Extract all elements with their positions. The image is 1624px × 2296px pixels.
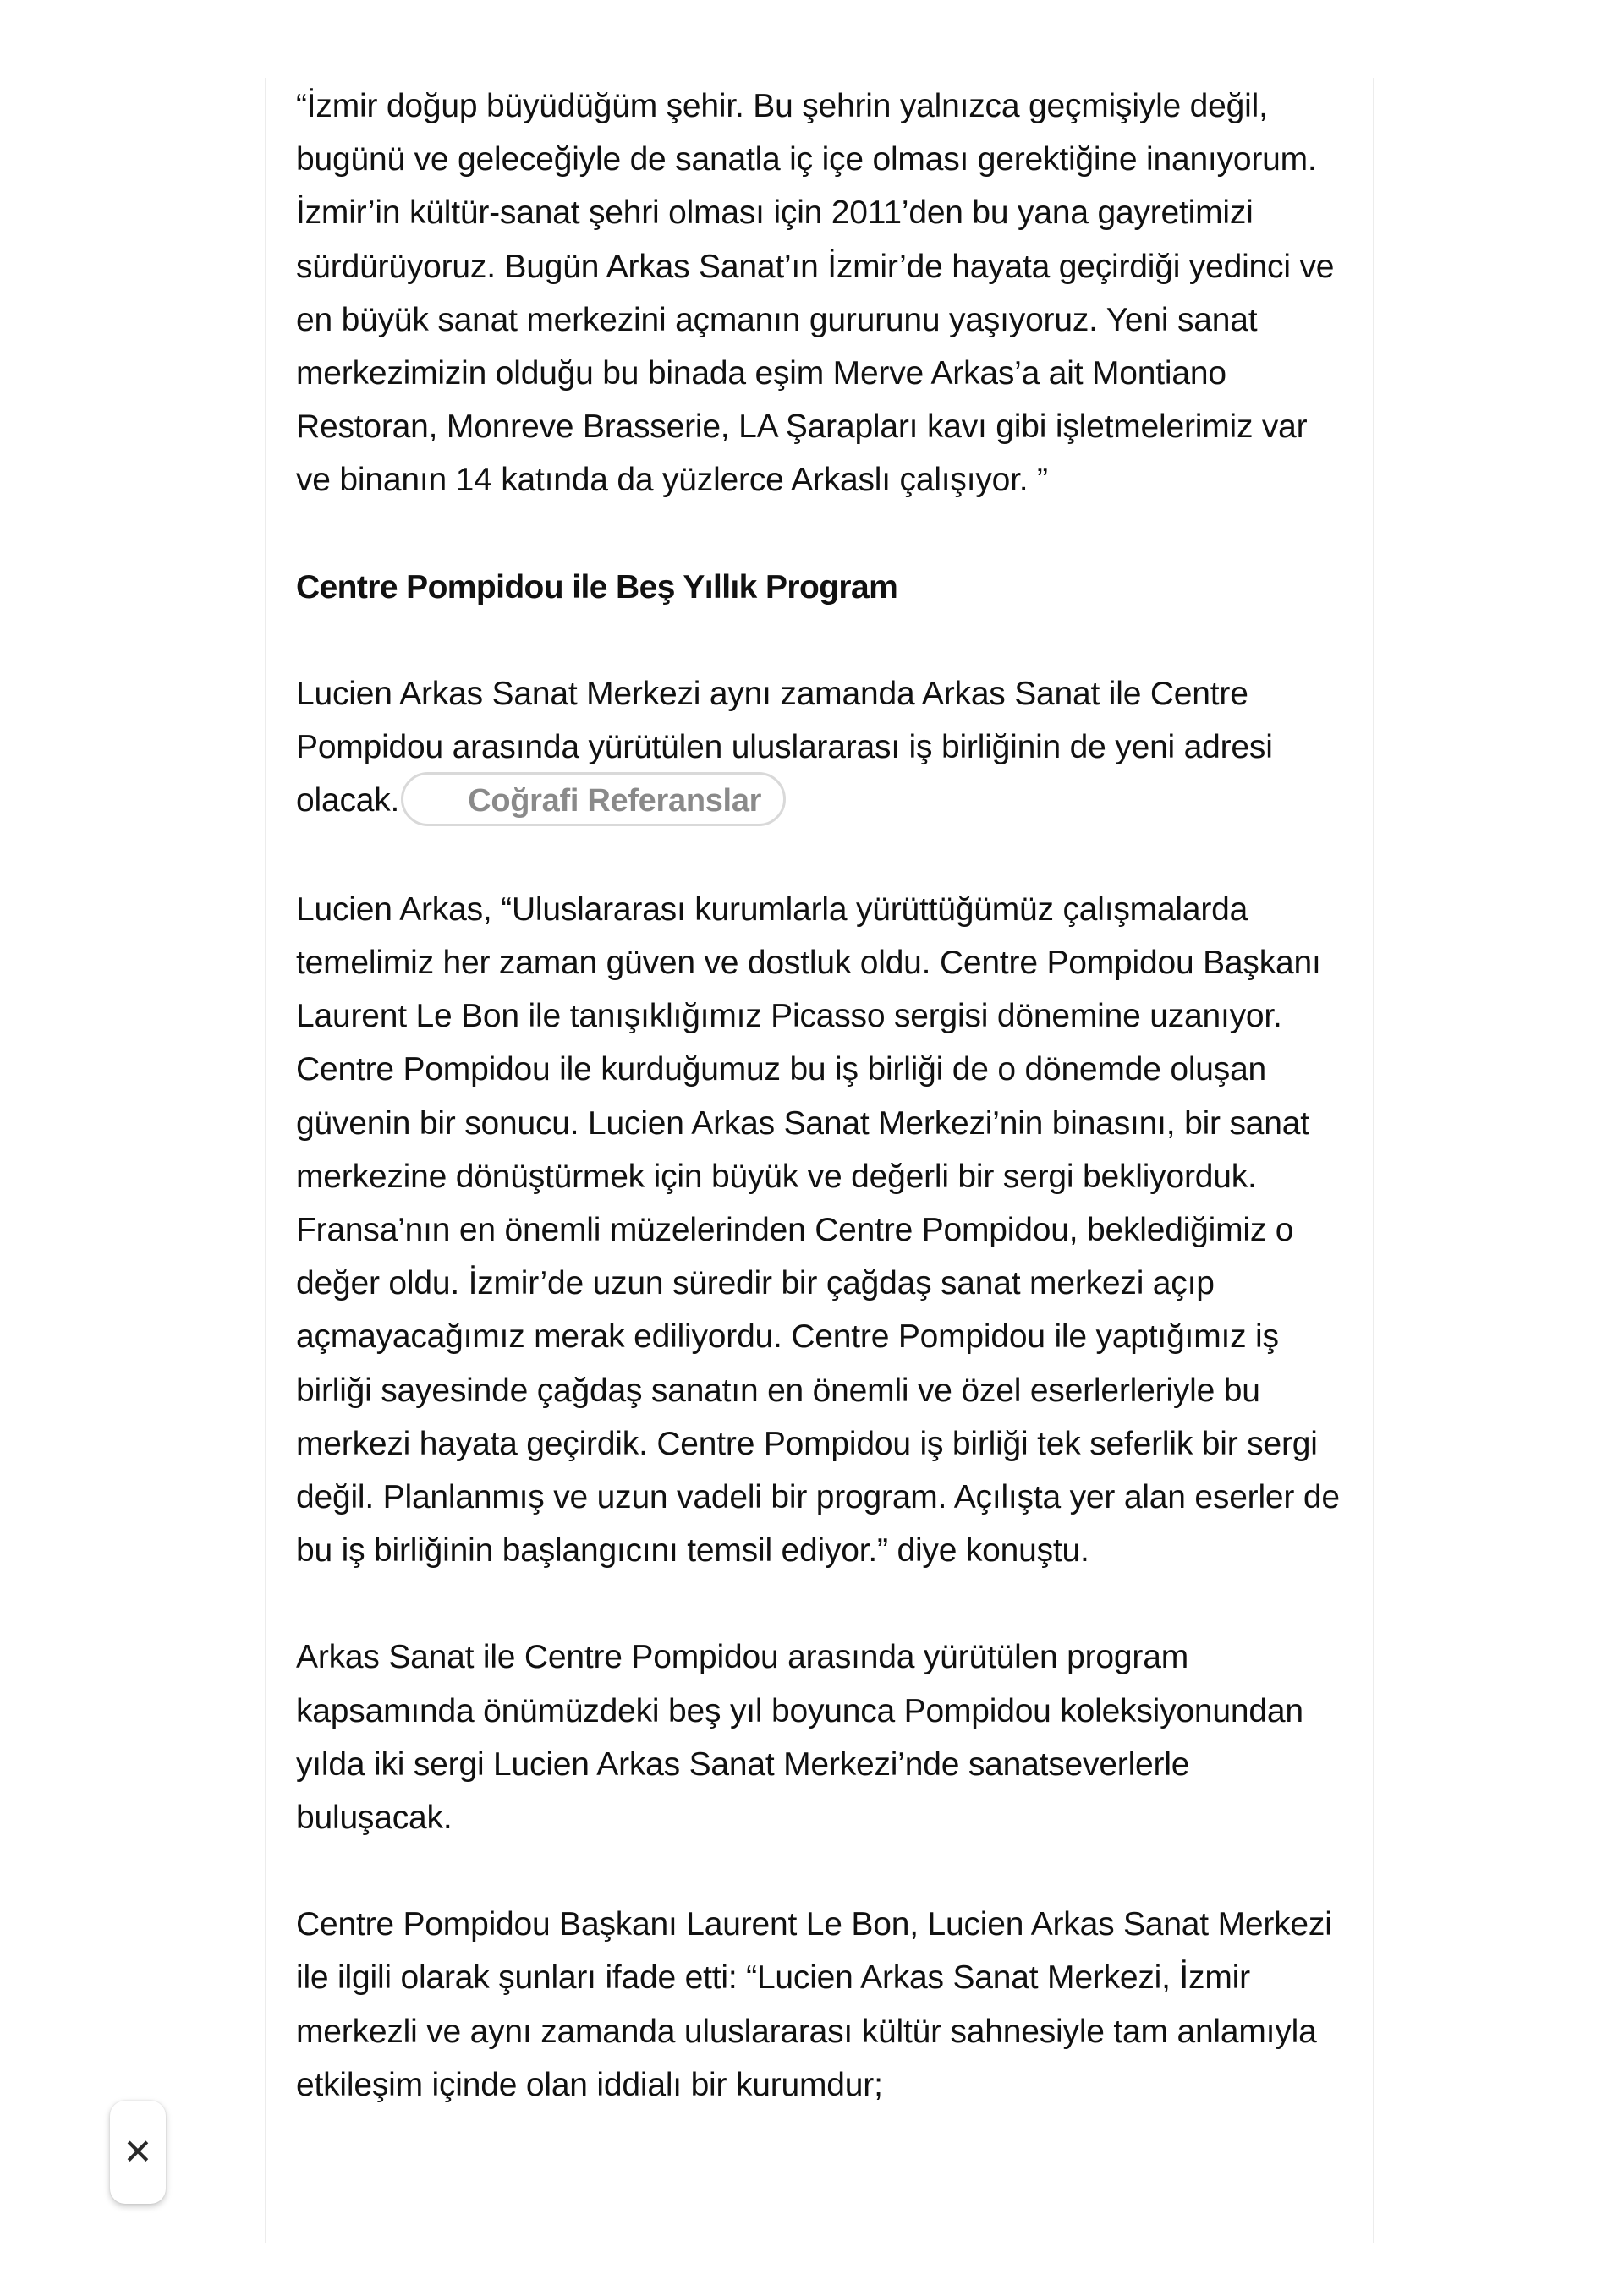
close-icon: ✕ [123,2131,153,2173]
lucien-quote-paragraph: Lucien Arkas, “Uluslararası kurumlarla yürüttüğümüz çalışmalarda temelimiz her zaman güven ve dostluk oldu. Centre Pompidou Başkanı Laurent Le Bon ile tanışıklığımız Picasso sergisi dönemine uzanıyor. Centre Pompidou ile kurduğumuz bu iş birliği de o dönemde oluşan güvenin bir sonucu. Lucien Arkas Sanat Merkezi’nin binasını, bir sanat merkezine dönüştürmek için büyük ve değerli bir sergi bekliyorduk. Fransa’nın en önemli müzelerinden Centre Pompidou, beklediğimiz o değer oldu. İzmir’de uzun süredir bir çağdaş sanat merkezi açıp açmayacağımız merak ediliyordu. Centre Pompidou ile yaptığımız iş birliği sayesinde çağdaş sanatın en önemli ve özel eserlerleriyle bu merkezi hayata geçirdik. Centre Pompidou iş birliği tek seferlik bir sergi değil. Planlanmış ve uzun vadeli bir program. Açılışta yer alan eserler de bu iş birliğinin başlangıcını temsil ediyor.” diye konuştu. [296,890,1340,1570]
section-heading: Centre Pompidou ile Beş Yıllık Program [296,568,898,606]
article-body [296,79,1349,2165]
collab-paragraph [296,667,1349,830]
geo-references-chip[interactable]: Coğrafi Referanslar [401,772,786,826]
lebon-paragraph: Centre Pompidou Başkanı Laurent Le Bon, Lucien Arkas Sanat Merkezi ile ilgili olarak şunları ifade etti: “Lucien Arkas Sanat Merkezi, İzmir merkezli ve aynı zamanda uluslararası kültür sahnesiyle tam anlamıyla etkileşim içinde olan iddialı bir kurumdur; [296,1906,1332,2103]
close-button[interactable] [110,2101,166,2204]
program-paragraph: Arkas Sanat ile Centre Pompidou arasında yürütülen program kapsamında önümüzdeki beş yıl boyunca Pompidou koleksiyonundan yılda iki sergi Lucien Arkas Sanat Merkezi’nde sanatseverlerle buluşacak. [296,1639,1303,1836]
collab-paragraph-text: Lucien Arkas Sanat Merkezi aynı zamanda Arkas Sanat ile Centre Pompidou arasında yürütülen uluslararası iş birliğinin de yeni adresi olacak. [296,675,1273,819]
quote-paragraph: “İzmir doğup büyüdüğüm şehir. Bu şehrin yalnızca geçmişiyle değil, bugünü ve geleceğiyle de sanatla iç içe olması gerektiğine inanıyorum. İzmir’in kültür-sanat şehri olması için 2011’den bu yana gayretimizi sürdürüyoruz. Bugün Arkas Sanat’ın İzmir’de hayata geçirdiği yedinci ve en büyük sanat merkezini açmanın gururunu yaşıyoruz. Yeni sanat merkezimizin olduğu bu binada eşim Merve Arkas’a ait Montiano Restoran, Monreve Brasserie, LA Şarapları kavı gibi işletmelerimiz var ve binanın 14 katında da yüzlerce Arkaslı çalışıyor. ” [296,88,1335,499]
